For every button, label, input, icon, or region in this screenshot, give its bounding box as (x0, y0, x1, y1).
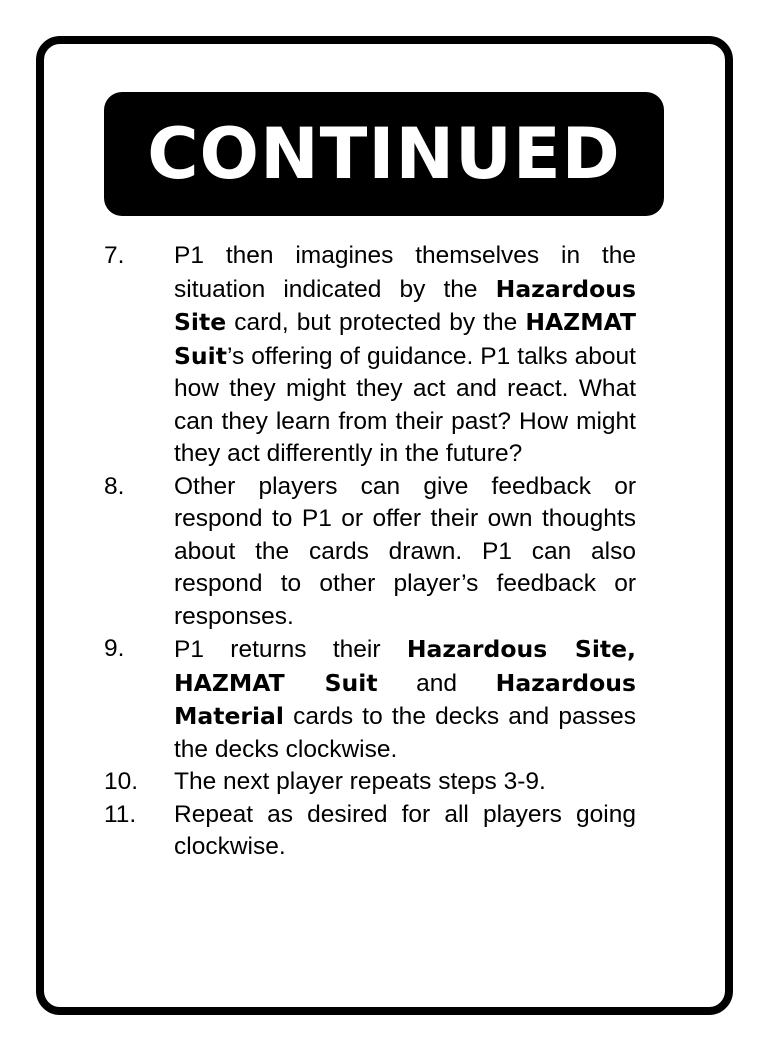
step-item (104, 240, 636, 471)
step-item (104, 799, 636, 864)
step-text (174, 633, 636, 766)
step-text (174, 799, 636, 864)
step-number: 11. (104, 800, 137, 828)
step-text-bold-segment: Hazardous Material (174, 668, 636, 730)
step-item (104, 471, 636, 634)
step-number: 10. (104, 768, 139, 795)
step-text-bold-segment: HAZMAT Suit (174, 308, 636, 370)
step-text-segment: P1 then imagines themselves in the situation indicated by the (174, 242, 636, 303)
step-number: 9. (104, 635, 125, 662)
step-text-segment: and (377, 669, 496, 697)
step-item (104, 633, 636, 766)
step-text (174, 240, 636, 471)
step-text-segment: ’s offering of guidance. P1 talks about how they might they act and react. What can they learn from their past? How might they act differently in the future? (174, 342, 636, 467)
step-text (174, 766, 636, 799)
step-number: 8. (104, 472, 125, 500)
steps-list (104, 240, 636, 864)
step-text-segment: cards to the decks and passes the decks clockwise. (174, 703, 636, 763)
step-text-bold-segment: Hazardous Site (174, 274, 636, 336)
step-text (174, 471, 636, 634)
step-number: 7. (104, 242, 125, 269)
header-title: CONTINUED (147, 113, 621, 195)
header-banner (104, 92, 664, 216)
step-text-segment: card, but protected by the (226, 309, 526, 336)
step-text-segment: P1 returns their (174, 636, 407, 663)
step-item (104, 766, 636, 799)
step-text-segment: The next player repeats steps 3-9. (174, 768, 546, 795)
step-text-segment: Repeat as desired for all players going clockwise. (174, 800, 636, 860)
rules-card (36, 36, 733, 1015)
step-text-segment: Other players can give feedback or respond to P1 or offer their own thoughts about the cards drawn. P1 can also respond to other player’s feedback or responses. (174, 472, 636, 630)
step-text-bold-segment: Hazardous Site, HAZMAT Suit (174, 635, 636, 697)
